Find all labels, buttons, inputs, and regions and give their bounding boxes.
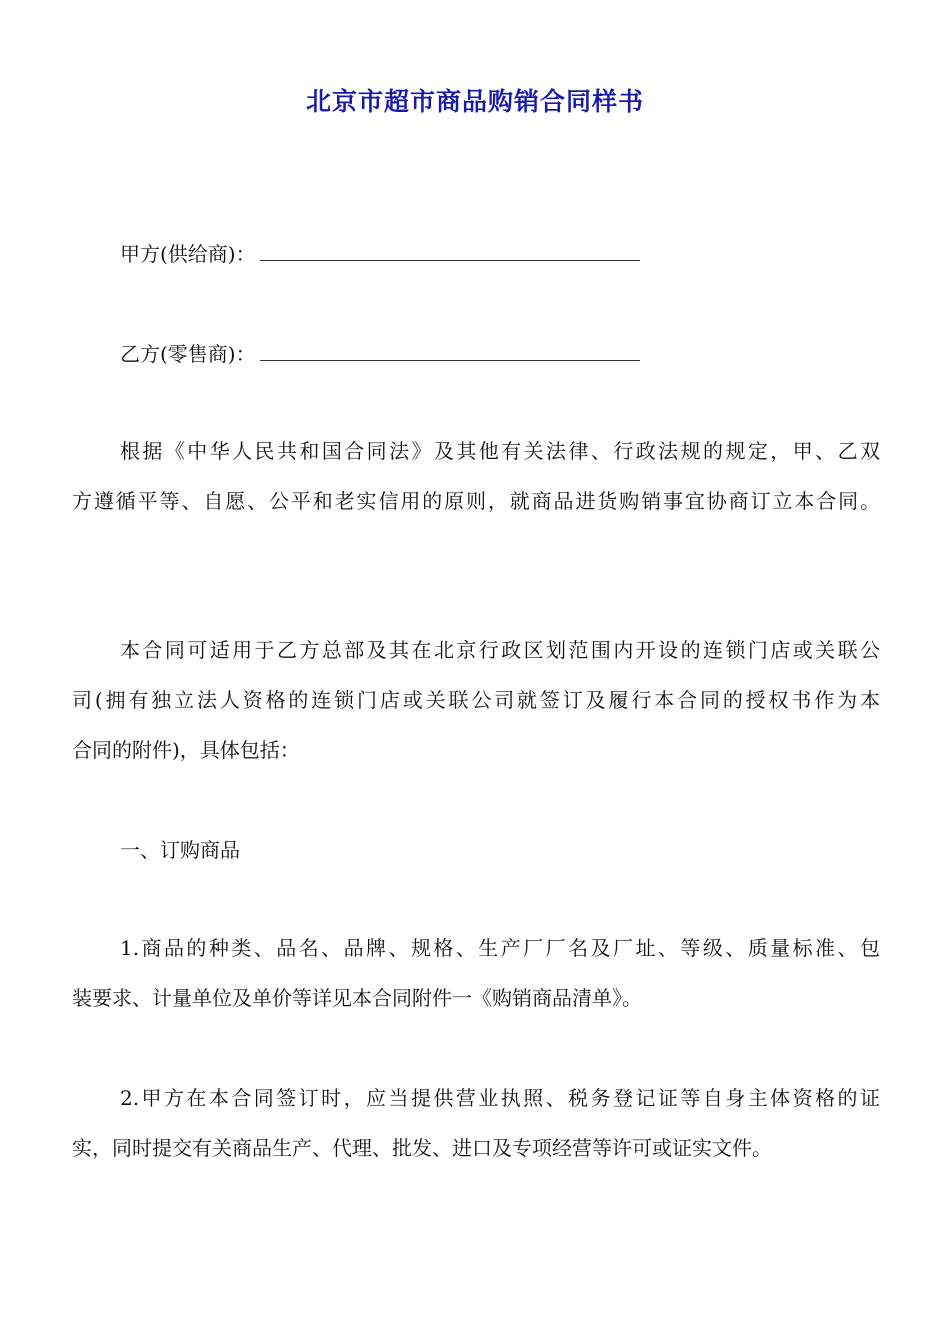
item-1-line-2: 装要求、计量单位及单价等详见本合同附件一《购销商品清单》。 — [72, 986, 642, 1010]
party-b-label: 乙方(零售商)： — [120, 342, 256, 366]
party-a-label: 甲方(供给商)： — [120, 242, 256, 266]
item-1-line-1: 1.商品的种类、品名、品牌、规格、生产厂厂名及厂址、等级、质量标准、包 — [120, 936, 880, 960]
party-a-blank — [260, 238, 640, 261]
preamble-line-1: 根据《中华人民共和国合同法》及其他有关法律、行政法规的规定，甲、乙双 — [120, 439, 880, 463]
section-heading: 一、订购商品 — [120, 838, 240, 862]
party-a-line — [120, 238, 928, 268]
document-title: 北京市超市商品购销合同样书 — [305, 87, 644, 116]
scope-line-3: 合同的附件)，具体包括： — [72, 738, 300, 762]
party-b-blank — [260, 338, 640, 361]
item-2-line-2: 实，同时提交有关商品生产、代理、批发、进口及专项经营等许可或证实文件。 — [72, 1136, 772, 1160]
party-b-line — [120, 338, 928, 368]
preamble-line-2: 方遵循平等、自愿、公平和老实信用的原则，就商品进货购销事宜协商订立本合同。 — [72, 489, 880, 513]
scope-line-2: 司(拥有独立法人资格的连锁门店或关联公司就签订及履行本合同的授权书作为本 — [72, 688, 880, 712]
scope-line-1: 本合同可适用于乙方总部及其在北京行政区划范围内开设的连锁门店或关联公 — [120, 638, 880, 662]
item-2-line-1: 2.甲方在本合同签订时，应当提供营业执照、税务登记证等自身主体资格的证 — [120, 1086, 880, 1110]
